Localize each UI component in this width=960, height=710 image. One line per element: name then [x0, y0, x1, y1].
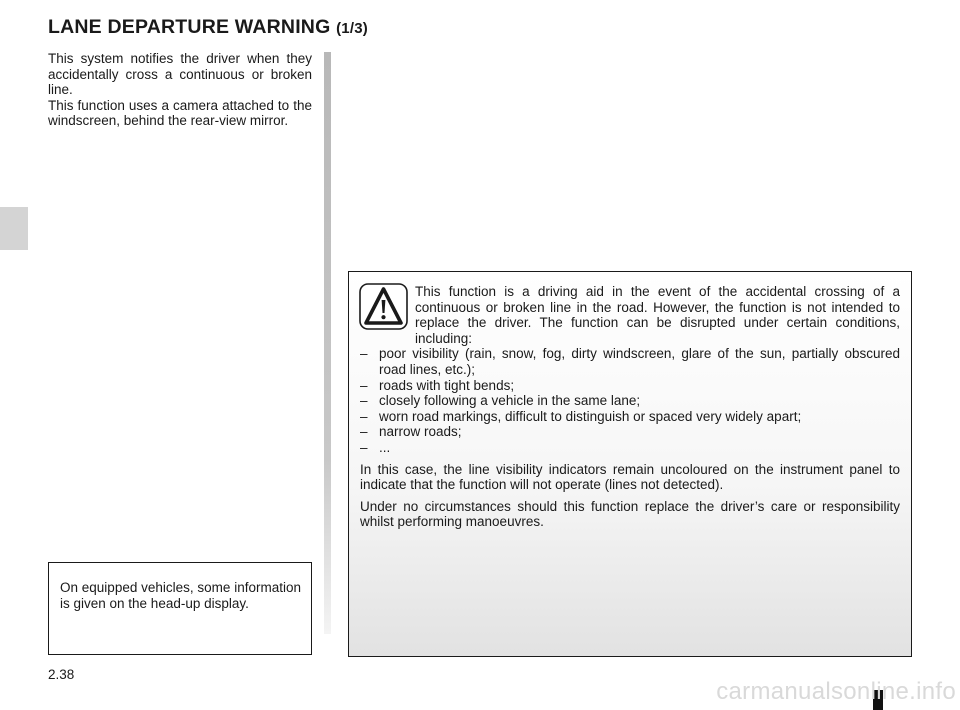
page-title-suffix: (1/3): [336, 20, 368, 37]
note-box: [48, 562, 312, 655]
condition-text: worn road markings, difficult to distinguish or spaced very widely apart;: [379, 408, 802, 424]
dash: –: [360, 377, 368, 393]
dash: –: [360, 346, 368, 362]
page-number: 2.38: [48, 667, 75, 682]
condition-text: closely following a vehicle in the same lane;: [379, 393, 641, 409]
condition-item: [360, 393, 900, 409]
condition-item: [360, 440, 900, 456]
page-title-text: LANE DEPARTURE WARNING: [48, 16, 331, 38]
intro-paragraph-2: This function uses a camera attached to the windscreen, behind the rear-view mirror.: [48, 97, 312, 129]
condition-item: [360, 409, 900, 425]
condition-text: narrow roads;: [379, 424, 462, 440]
warning-box: [348, 271, 912, 657]
condition-text: poor visibility (rain, snow, fog, dirty windscreen, glare of the sun, partially obscured road lines, etc.);: [379, 346, 900, 377]
intro-text: [48, 51, 312, 129]
intro-paragraph-1: This system notifies the driver when they accidentally cross a continuous or broken line.: [48, 51, 312, 98]
condition-item: [360, 378, 900, 394]
watermark: carmanualsonline.info: [716, 678, 956, 705]
page-title: [48, 16, 368, 39]
condition-text: ...: [379, 439, 391, 455]
condition-item: [360, 424, 900, 440]
dash: –: [360, 439, 368, 455]
condition-text: roads with tight bends;: [379, 377, 515, 393]
chapter-tab: [0, 207, 28, 250]
warning-lead: This function is a driving aid in the event of the accidental crossing of a continuous or broken line in the road. However, the function is not intended to replace the driver. The function can be disrupted under certain conditions, including:: [415, 284, 900, 346]
warning-paragraph-1: In this case, the line visibility indicators remain uncoloured on the instrument panel to indicate that the function will not operate (lines not detected).: [360, 461, 900, 493]
condition-item: [360, 346, 900, 377]
note-text: On equipped vehicles, some information is given on the head-up display.: [60, 580, 301, 611]
dash: –: [360, 408, 368, 424]
column-divider: [324, 52, 331, 634]
condition-list: [360, 346, 900, 455]
warning-triangle-icon: [359, 283, 408, 330]
warning-paragraph-2: Under no circumstances should this function replace the driver’s care or responsibility whilst performing manoeuvres.: [360, 498, 900, 530]
dash: –: [360, 393, 368, 409]
dash: –: [360, 424, 368, 440]
